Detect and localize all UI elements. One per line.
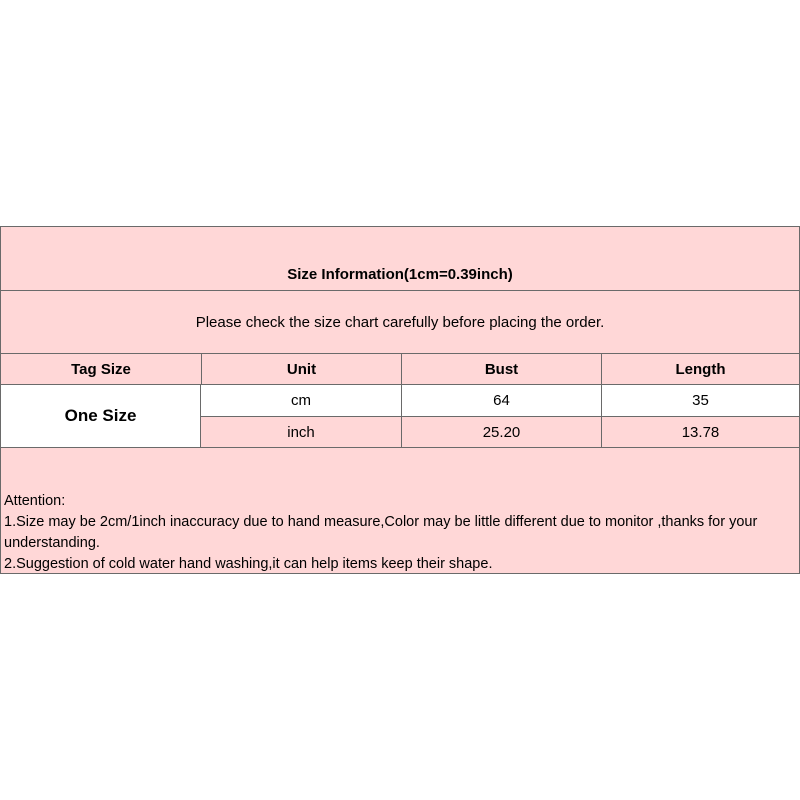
tag-size-cell: One Size [1, 385, 201, 447]
size-chart-note-row [1, 291, 799, 354]
measurement-rows [201, 385, 799, 447]
bust-cell: 64 [401, 385, 601, 416]
bust-cell: 25.20 [401, 417, 601, 447]
attention-section [1, 448, 799, 573]
table-header-row [1, 354, 799, 385]
length-cell: 13.78 [601, 417, 799, 447]
size-chart-title-row [1, 227, 799, 291]
table-row [201, 385, 799, 416]
header-length: Length [601, 354, 799, 384]
header-bust: Bust [401, 354, 601, 384]
size-chart [0, 226, 800, 574]
unit-cell: cm [291, 392, 311, 409]
header-tag-size: Tag Size [71, 360, 131, 378]
table-body [1, 385, 799, 448]
table-row [201, 416, 799, 447]
attention-line-1: 1.Size may be 2cm/1inch inaccuracy due to hand measure,Color may be little different due to monitor ,thanks for your understanding. [4, 514, 758, 551]
size-chart-title: Size Information(1cm=0.39inch) [287, 266, 513, 283]
size-chart-note: Please check the size chart carefully before placing the order. [195, 313, 605, 331]
attention-heading: Attention: [4, 493, 66, 509]
unit-cell: inch [287, 423, 315, 441]
header-unit: Unit [201, 354, 401, 384]
attention-line-2: 2.Suggestion of cold water hand washing,it can help items keep their shape. [4, 556, 493, 572]
length-cell: 35 [601, 385, 799, 416]
